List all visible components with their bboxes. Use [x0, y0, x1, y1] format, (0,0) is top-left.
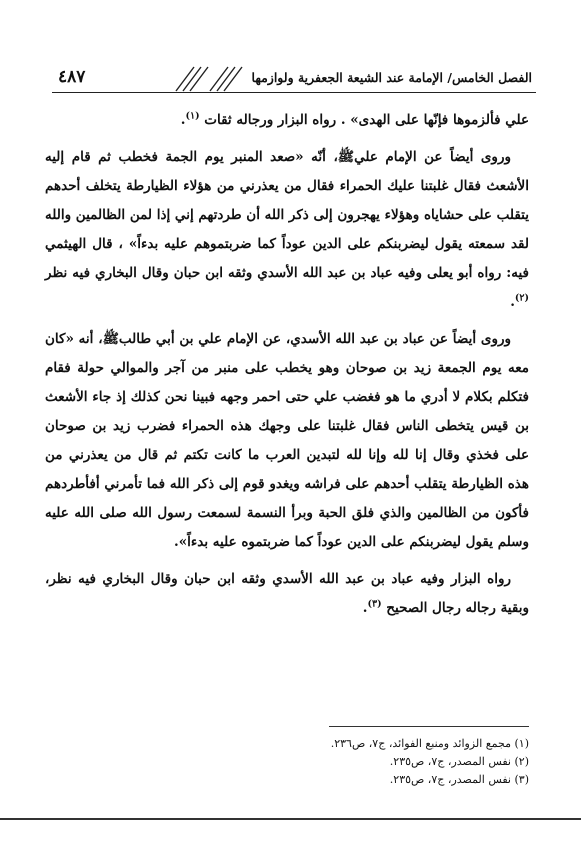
- footnote-ref-1: (١): [185, 110, 200, 122]
- chapter-title: الفصل الخامس/ الإمامة عند الشيعة الجعفرية ولوازمها: [251, 70, 532, 85]
- main-text: [45, 106, 529, 631]
- footnote-separator: [329, 726, 529, 727]
- paragraph-4: رواه البزار وفيه عباد بن عبد الله الأسدي وثقه ابن حبان وقال البخاري فيه نظر، وبقية رجاله رجال الصحيح $^{(٣)}$.: [45, 571, 529, 616]
- footnote-3: (٣) نفس المصدر، ج٧، ص٢٣٥.: [389, 773, 529, 786]
- page-number: ٤٨٧: [58, 67, 86, 87]
- footnotes: [45, 735, 529, 789]
- running-header: [52, 64, 536, 93]
- footnote-1: (١) مجمع الزوائد ومنبع الفوائد، ج٧، ص٢٣٦.: [330, 737, 529, 750]
- footnote-ref-2: (٢): [514, 292, 529, 304]
- paragraph-1: علي فألزموها فإنّها على الهدى» . رواه البزار ورجاله ثقات $^{(١)}$.: [180, 110, 529, 128]
- footnote-2: (٢) نفس المصدر، ج٧، ص٢٣٥.: [389, 755, 529, 768]
- paragraph-2: وروى أيضاً عن الإمام عليﷺ، أنّه «صعد المنبر يوم الجمة فخطب ثم قام إليه الأشعث فقال غلبتنا عليك الحمراء فقال من يعذرني من هؤلاء الظيارطة يتخلف أحدهم يتقلب على حشاياه وهؤلاء يهجرون إلى ذكر الله أن طردتهم إني إذا لمن الظالمين والله لقد سمعته يقول ليضربنكم على الدين عوداً كما ضربتموهم عليه بدءاً» ، قال الهيثمي فيه: رواه أبو يعلى وفيه عباد بن عبد الله الأسدي وثقه ابن حبان وقال البخاري فيه نظر $^{(٢)}$.: [45, 149, 529, 310]
- decorative-slashes: [156, 66, 252, 92]
- footnote-ref-3: (٣): [367, 598, 382, 610]
- paragraph-3: وروى أيضاً عن عباد بن عبد الله الأسدي، عن الإمام علي بن أبي طالبﷺ، أنه «كان معه يوم الجمعة زيد بن صوحان وهو يخطب على منبر من آجر والموالي حولة فقام فتكلم بكلام لا أدري ما هو فغضب علي حتى احمر وجهه فبينا نحن كذلك إذ جاء الأشعث بن قيس يتخطى الناس فقال غلبتنا على وجهك هذه الحمراء فضرب زيد بن صوحان على فخذي وقال إنا لله وإنا لله لتبدين العرب ما كانت تكتم ثم قال من يعذرني من هذه الظيارطة يتقلب أحدهم على فراشه ويغدو قوم إلى ذكر الله فما تأمرني أفأطردهم فأكون من الظالمين والذي فلق الحبة وبرأ النسمة لسمعت رسول الله صلى الله عليه وسلم يقول ليضربنكم على الدين عوداً كما ضربتموه عليه بدءاً».: [45, 331, 530, 550]
- page-bottom-edge: [0, 818, 581, 820]
